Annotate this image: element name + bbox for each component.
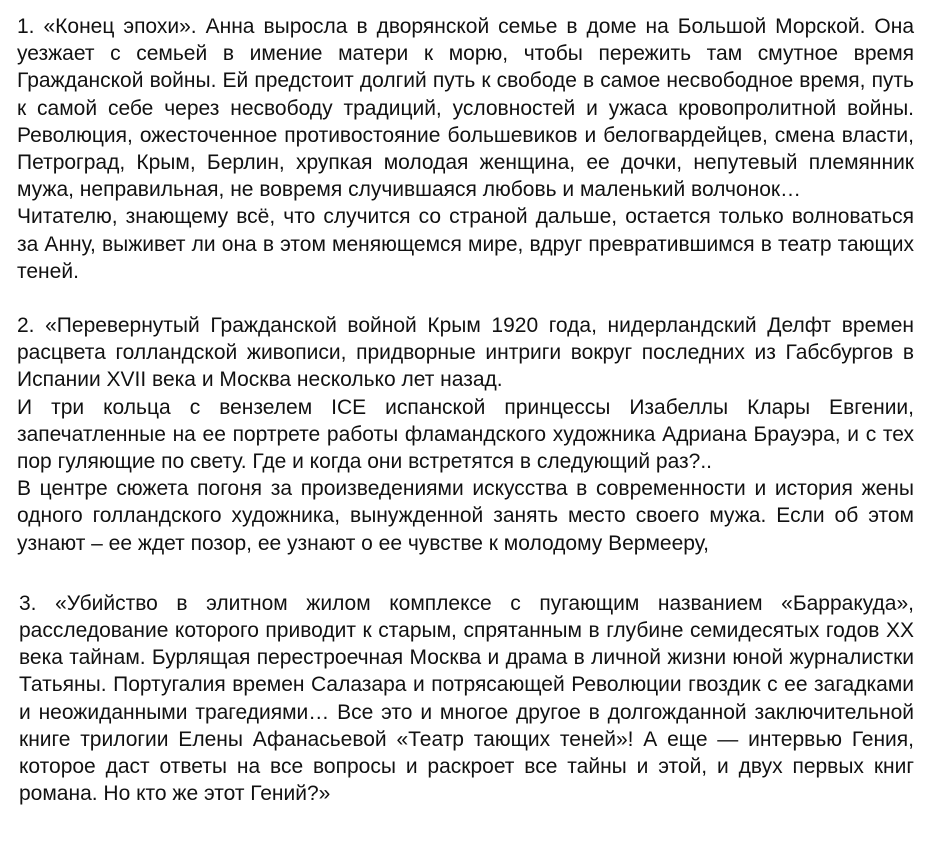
book-3-synopsis: 3. «Убийство в элитном жилом комплексе с пугающим названием «Барракуда», расследование которого приводит к старым, спрятанным в глубине семидесятых годов XX века тайнам. Бурлящая перестроечная Москва и драма в личной жизни юной журналистки Татьяны. Португалия времен Салазара и потрясающей Революции гвоздик с ее загадками и неожиданными трагедиями… Все это и многое другое в долгожданной заключительной книге трилогии Елены Афанасьевой «Театр тающих теней»! А еще — интервью Гения, которое даст ответы на все вопросы и раскроет все тайны и этой, и двух первых книг романа. Но кто же этот Гений?» [19, 591, 914, 806]
book-descriptions-document [17, 13, 914, 807]
book-1-synopsis: 1. «Конец эпохи». Анна выросла в дворянской семье в доме на Большой Морской. Она уезжает с семьей в имение матери к морю, чтобы пережить там смутное время Гражданской войны. Ей предстоит долгий путь к свободе в самое несвободное время, путь к самой себе через несвободу традиций, условностей и ужаса кровопролитной войны. Революция, ожесточенное противостояние большевиков и белогвардейцев, смена власти, Петроград, Крым, Берлин, хрупкая молодая женщина, ее дочки, непутевый племянник мужа, неправильная, не вовремя случившаяся любовь и маленький волчонок… [17, 15, 914, 202]
section-book-2 [17, 312, 914, 557]
book-2-setting: 2. «Перевернутый Гражданской войной Крым 1920 года, нидерландский Делфт времен расцвета голландской живописи, придворные интриги вокруг последних из Габсбургов в Испании XVII века и Москва несколько лет назад. [17, 314, 914, 392]
book-2-plot: В центре сюжета погоня за произведениями искусства в современности и история жены одного голландского художника, вынужденной занять место своего мужа. Если об этом узнают – ее ждет позор, ее узнают о ее чувстве к молодому Вермееру, [17, 477, 914, 555]
section-book-1 [17, 13, 914, 285]
section-book-3 [17, 590, 914, 808]
section-spacer [17, 557, 914, 590]
book-2-rings: И три кольца с вензелем ICE испанской принцессы Изабеллы Клары Евгении, запечатленные на ее портрете работы фламандского художника Адриана Брауэра, и с тех пор гуляющие по свету. Где и когда они встретятся в следующий раз?.. [17, 395, 914, 474]
section-spacer [17, 285, 914, 312]
book-1-reader-note: Читателю, знающему всё, что случится со страной дальше, остается только волноваться за Анну, выживет ли она в этом меняющемся мире, вдруг превратившимся в театр тающих теней. [17, 205, 914, 283]
